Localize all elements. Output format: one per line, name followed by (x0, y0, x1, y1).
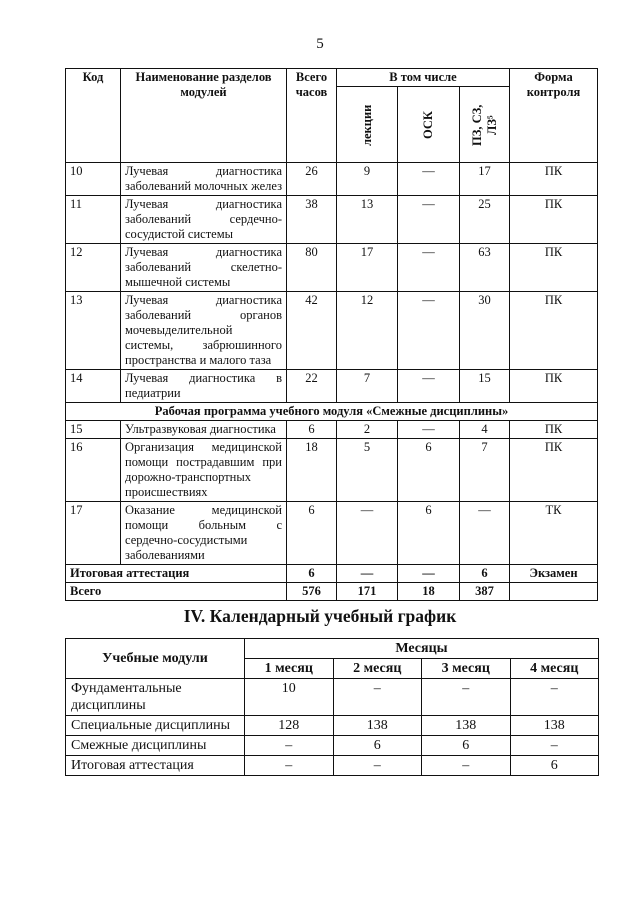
row-pz: 30 (460, 292, 510, 370)
row-lectures: 7 (337, 370, 398, 403)
row-name: Ультразвуковая диагностика (121, 421, 287, 439)
row-osk: — (398, 421, 460, 439)
total-pz: 387 (460, 583, 510, 601)
row-control: ПК (510, 163, 598, 196)
month-header: 3 месяц (422, 659, 511, 679)
row-control: ПК (510, 244, 598, 292)
curriculum-table (65, 68, 598, 601)
row-code: 17 (66, 502, 121, 565)
row-name: Оказание медицинской помощи больным с сердечно-сосудистыми заболеваниями (121, 502, 287, 565)
row-osk: 6 (398, 502, 460, 565)
row-lectures: 13 (337, 196, 398, 244)
row-hours: 18 (287, 439, 337, 502)
row-control: ПК (510, 292, 598, 370)
row-osk: — (398, 370, 460, 403)
row-pz: 63 (460, 244, 510, 292)
row-lectures: — (337, 502, 398, 565)
row-osk: — (398, 196, 460, 244)
total-hours: 576 (287, 583, 337, 601)
row-pz: 4 (460, 421, 510, 439)
row-hours: 26 (287, 163, 337, 196)
total-control (510, 583, 598, 601)
table-row (66, 502, 598, 565)
row-osk: — (398, 244, 460, 292)
month-value: 138 (333, 716, 422, 736)
row-code: 11 (66, 196, 121, 244)
module-name: Итоговая аттестация (66, 756, 245, 776)
month-value: 138 (422, 716, 511, 736)
month-value: 6 (422, 736, 511, 756)
row-name: Лучевая диагностика заболеваний скелетно-мышечной системы (121, 244, 287, 292)
row-control: ПК (510, 439, 598, 502)
module-name: Специальные дисциплины (66, 716, 245, 736)
calendar-table (65, 638, 599, 776)
table-row (66, 370, 598, 403)
table-row (66, 679, 599, 716)
row-osk: 6 (398, 439, 460, 502)
header-pz: ПЗ, СЗ, ЛЗ⁵ (469, 103, 499, 146)
row-name: Организация медицинской помощи пострадавшим при дорожно-транспортных происшествиях (121, 439, 287, 502)
table-row (66, 244, 598, 292)
row-pz: — (460, 502, 510, 565)
table-row (66, 439, 598, 502)
month-value: 138 (510, 716, 599, 736)
row-osk: — (398, 163, 460, 196)
month-value: – (245, 756, 334, 776)
header-including: В том числе (337, 69, 510, 87)
row-hours: 6 (287, 502, 337, 565)
table-row (66, 163, 598, 196)
month-value: 128 (245, 716, 334, 736)
table-row (66, 196, 598, 244)
row-control: ПК (510, 196, 598, 244)
table-row (66, 716, 599, 736)
month-header: 4 месяц (510, 659, 599, 679)
month-value: – (333, 679, 422, 716)
module-name: Смежные дисциплины (66, 736, 245, 756)
month-value: 6 (333, 736, 422, 756)
row-pz: 25 (460, 196, 510, 244)
final-pz: 6 (460, 565, 510, 583)
month-value: 6 (510, 756, 599, 776)
row-name: Лучевая диагностика заболеваний сердечно-сосудистой системы (121, 196, 287, 244)
final-lectures: — (337, 565, 398, 583)
module-name: Фундаментальные дисциплины (66, 679, 245, 716)
row-code: 15 (66, 421, 121, 439)
section-heading: IV. Календарный учебный график (183, 606, 457, 626)
section-title: Рабочая программа учебного модуля «Смежные дисциплины» (66, 403, 598, 421)
row-hours: 80 (287, 244, 337, 292)
final-control: Экзамен (510, 565, 598, 583)
row-hours: 42 (287, 292, 337, 370)
row-lectures: 5 (337, 439, 398, 502)
header-code: Код (66, 69, 121, 163)
page-number: 5 (316, 36, 324, 52)
row-hours: 22 (287, 370, 337, 403)
row-lectures: 17 (337, 244, 398, 292)
table-row (66, 756, 599, 776)
row-pz: 17 (460, 163, 510, 196)
row-code: 12 (66, 244, 121, 292)
row-control: ПК (510, 421, 598, 439)
row-control: ПК (510, 370, 598, 403)
row-hours: 38 (287, 196, 337, 244)
month-value: – (422, 679, 511, 716)
row-name: Лучевая диагностика в педиатрии (121, 370, 287, 403)
month-header: 1 месяц (245, 659, 334, 679)
row-code: 14 (66, 370, 121, 403)
row-lectures: 2 (337, 421, 398, 439)
row-lectures: 12 (337, 292, 398, 370)
month-value: – (510, 736, 599, 756)
header-osk: ОСК (421, 110, 435, 139)
month-value: – (245, 736, 334, 756)
total-osk: 18 (398, 583, 460, 601)
header-months: Месяцы (245, 639, 599, 659)
header-control: Форма контроля (510, 69, 598, 163)
row-hours: 6 (287, 421, 337, 439)
row-osk: — (398, 292, 460, 370)
row-code: 16 (66, 439, 121, 502)
month-value: – (510, 679, 599, 716)
month-value: 10 (245, 679, 334, 716)
month-value: – (333, 756, 422, 776)
table-row (66, 421, 598, 439)
header-hours: Всего часов (287, 69, 337, 163)
row-code: 10 (66, 163, 121, 196)
month-header: 2 месяц (333, 659, 422, 679)
header-modules: Учебные модули (66, 639, 245, 679)
table-row (66, 292, 598, 370)
total-label: Всего (66, 583, 287, 601)
row-pz: 7 (460, 439, 510, 502)
row-control: ТК (510, 502, 598, 565)
row-name: Лучевая диагностика заболеваний органов мочевыделительной системы, забрюшинного пространства и малого таза (121, 292, 287, 370)
month-value: – (422, 756, 511, 776)
total-lectures: 171 (337, 583, 398, 601)
row-code: 13 (66, 292, 121, 370)
header-lectures: лекции (359, 103, 374, 146)
row-lectures: 9 (337, 163, 398, 196)
final-hours: 6 (287, 565, 337, 583)
row-pz: 15 (460, 370, 510, 403)
row-name: Лучевая диагностика заболеваний молочных желез (121, 163, 287, 196)
header-name: Наименование разделов модулей (121, 69, 287, 163)
final-attestation-label: Итоговая аттестация (66, 565, 287, 583)
table-row (66, 736, 599, 756)
final-osk: — (398, 565, 460, 583)
